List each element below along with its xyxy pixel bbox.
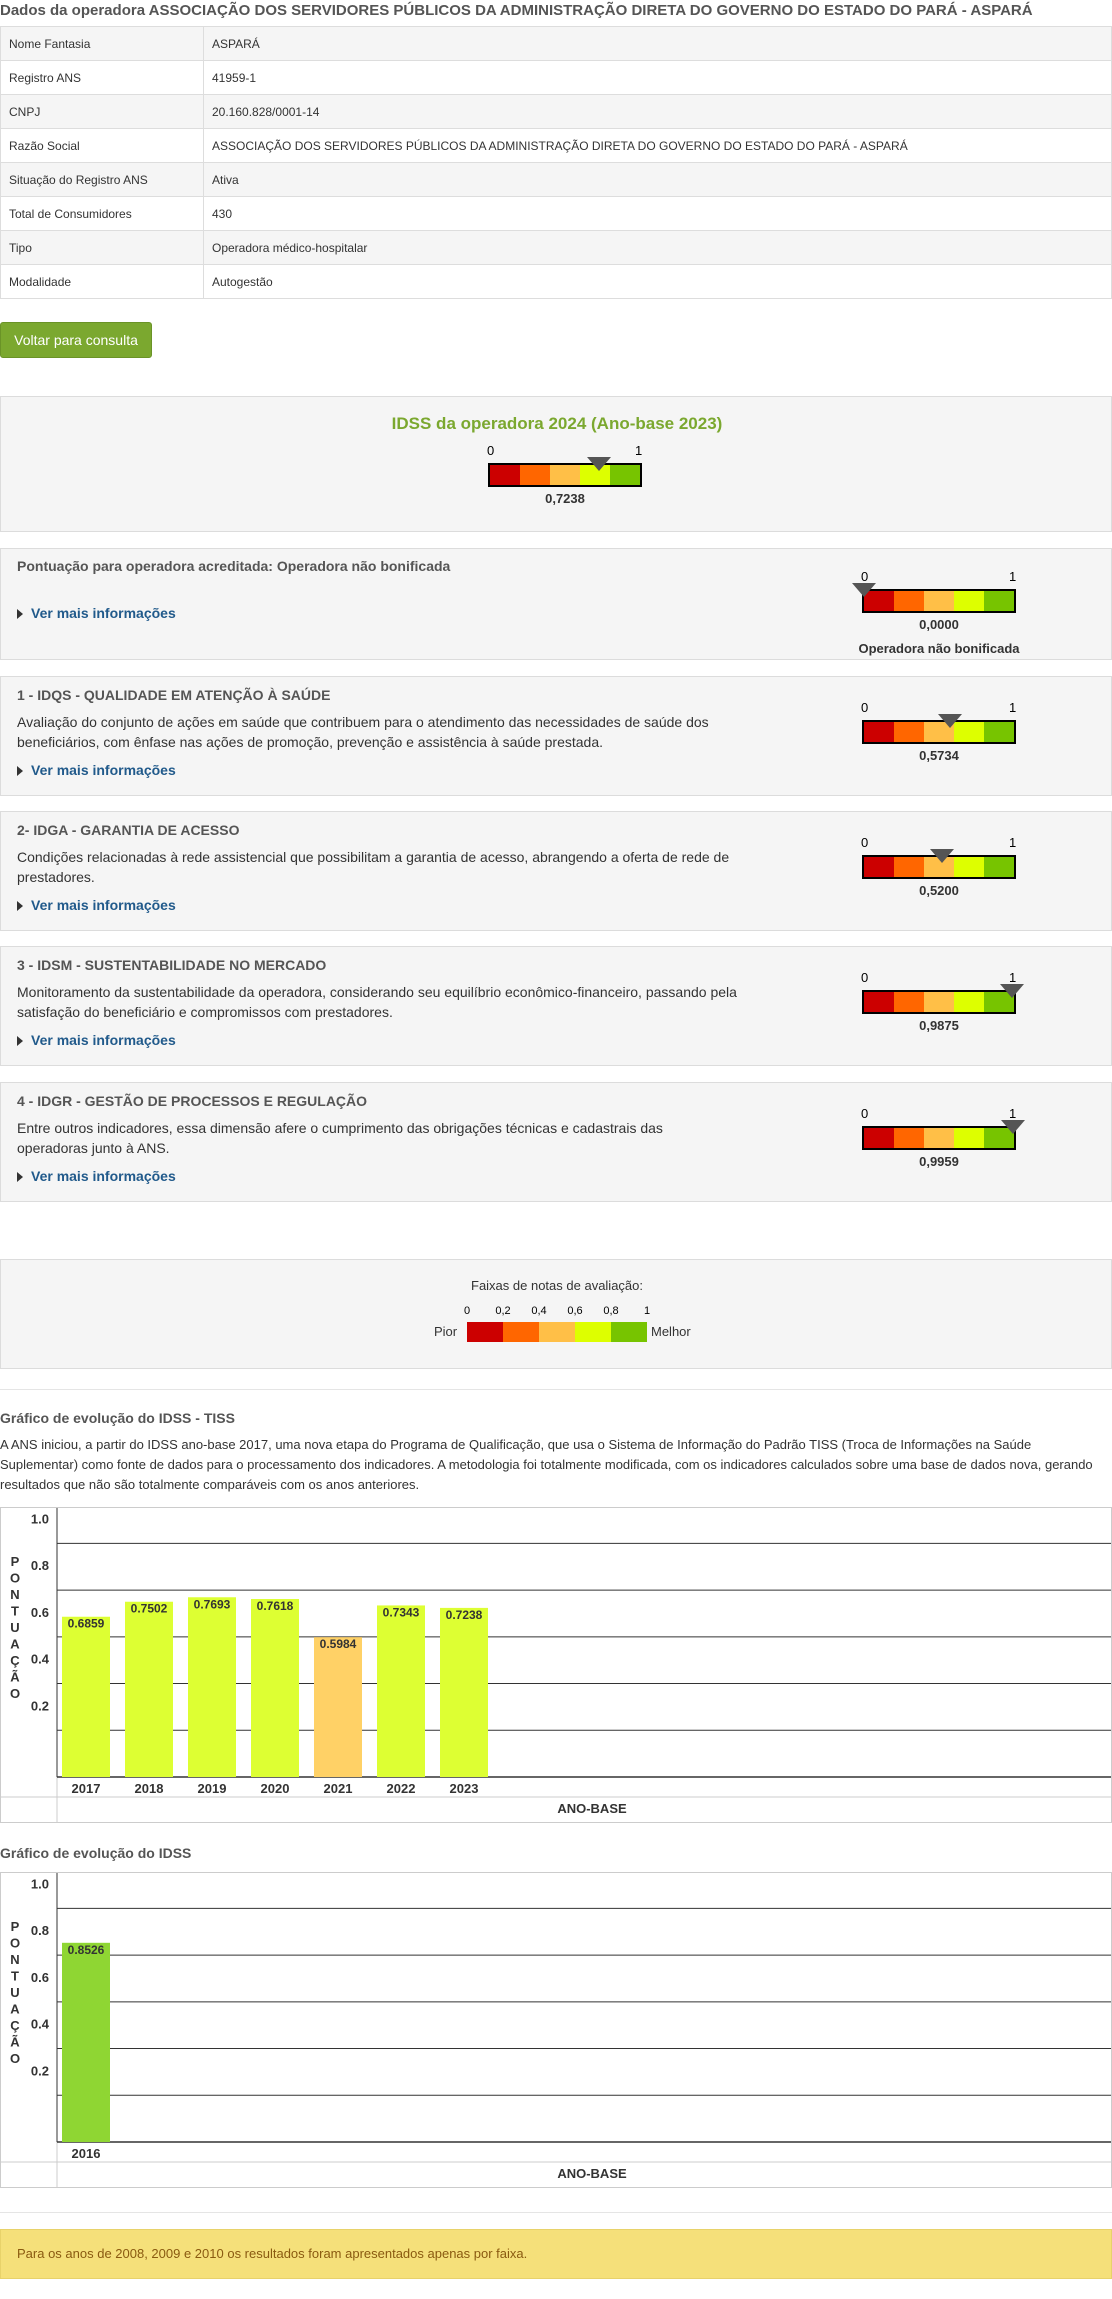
info-label: Total de Consumidores <box>1 197 204 231</box>
y-axis-label-letter: P <box>10 1919 20 1934</box>
info-row <box>1 265 1112 299</box>
gauge-band <box>864 1128 894 1148</box>
y-tick-label: 0.8 <box>30 1923 49 1939</box>
legend-band <box>539 1322 575 1342</box>
info-value: 41959-1 <box>204 61 1112 95</box>
info-row <box>1 163 1112 197</box>
y-tick-label: 0.8 <box>30 1558 49 1574</box>
gauge-band <box>954 992 984 1012</box>
gauge-min-label: 0 <box>861 569 869 584</box>
legend-band <box>503 1322 539 1342</box>
dimension-description: Avaliação do conjunto de ações em saúde que contribuem para o atendimento das necessidades de saúde dos beneficiários, com ênfase nas ações de promoção, prevenção e assistência à saúde prestada. <box>17 714 709 750</box>
gauge-bar <box>862 589 1016 613</box>
y-tick-label: 0.6 <box>30 1969 49 1985</box>
gauge-value: 0,5200 <box>919 883 959 898</box>
data-label: 0.5984 <box>319 1637 357 1652</box>
bar-2023 <box>440 1608 488 1777</box>
dimension-gauge <box>861 970 1017 1034</box>
gauge-band <box>520 465 550 485</box>
caret-right-icon <box>17 766 23 776</box>
gauge-bar <box>862 1126 1016 1150</box>
idss-section-title: Gráfico de evolução do IDSS <box>0 1845 192 1861</box>
gauge-band <box>924 591 954 611</box>
info-label: Nome Fantasia <box>1 27 204 61</box>
y-axis-label-letter: A <box>10 2001 20 2017</box>
y-tick-label: 0.2 <box>30 2063 49 2079</box>
gauge-band <box>894 1128 924 1148</box>
gauge-max-label: 1 <box>1009 970 1017 985</box>
y-tick-label: 1.0 <box>30 1876 49 1892</box>
y-axis-label-letter: T <box>11 1968 19 1984</box>
x-axis-title: ANO-BASE <box>557 1801 627 1816</box>
x-tick-label: 2023 <box>449 1781 479 1796</box>
more-label: Ver mais informações <box>31 762 176 778</box>
gauge-band <box>864 992 894 1012</box>
gauge-value: 0,7238 <box>545 491 585 506</box>
bar-2018 <box>125 1602 173 1777</box>
gauge-value: 0,9959 <box>919 1154 959 1169</box>
gauge-band <box>954 857 984 877</box>
legend-band <box>611 1322 647 1342</box>
legend-scale <box>467 1322 647 1342</box>
legend-tick-label: 0,4 <box>531 1305 547 1317</box>
accredited-more-link[interactable] <box>17 605 176 621</box>
dimension-gauge <box>861 1106 1017 1170</box>
caret-right-icon <box>17 1036 23 1046</box>
x-tick-label: 2022 <box>386 1781 416 1796</box>
gauge-band <box>864 857 894 877</box>
legend-tick-label: 0 <box>463 1305 471 1317</box>
dimension-description: Monitoramento da sustentabilidade da operadora, considerando seu equilíbrio econômico-financeiro, passando pela satisfação do beneficiário e compromissos com prestadores. <box>17 984 737 1020</box>
info-row <box>1 129 1112 163</box>
dimension-gauge <box>861 700 1017 764</box>
info-value: 430 <box>204 197 1112 231</box>
info-value: ASPARÁ <box>204 27 1112 61</box>
dimension-gauge <box>861 835 1017 899</box>
more-label: Ver mais informações <box>31 897 176 913</box>
more-label: Ver mais informações <box>31 1032 176 1048</box>
data-label: 0.7502 <box>130 1601 168 1616</box>
gauge-min-label: 0 <box>861 970 869 985</box>
gauge-value: 0,0000 <box>919 617 959 632</box>
gauge-band <box>550 465 580 485</box>
gauge-band <box>864 722 894 742</box>
data-label: 0.7343 <box>382 1605 420 1620</box>
dimension-more-link[interactable] <box>17 762 176 778</box>
dimension-title: 4 - IDGR - GESTÃO DE PROCESSOS E REGULAÇÃO <box>17 1093 368 1109</box>
dimension-description: Condições relacionadas à rede assistencial que possibilitam a garantia de acesso, abrangendo a oferta de rede de prestadores. <box>17 849 730 885</box>
gauge-band <box>954 1128 984 1148</box>
gauge-band <box>984 857 1014 877</box>
gauge-min-label: 0 <box>861 1106 869 1121</box>
gauge-band <box>984 722 1014 742</box>
gauge-pointer-icon <box>938 714 962 728</box>
y-tick-label: 0.4 <box>30 1651 49 1667</box>
info-row <box>1 61 1112 95</box>
page-title: Dados da operadora ASSOCIAÇÃO DOS SERVIDORES PÚBLICOS DA ADMINISTRAÇÃO DIRETA DO GOVERNO DO ESTADO DO PARÁ - ASPARÁ <box>0 2 1033 19</box>
x-tick-label: 2018 <box>134 1781 164 1796</box>
gauge-min-label: 0 <box>487 443 495 458</box>
info-label: Registro ANS <box>1 61 204 95</box>
gauge-band <box>894 722 924 742</box>
gauge-max-label: 1 <box>1009 700 1017 715</box>
y-axis-label-letter: O <box>9 2051 21 2066</box>
legend-band <box>467 1322 503 1342</box>
more-label: Ver mais informações <box>31 605 176 621</box>
info-label: Situação do Registro ANS <box>1 163 204 197</box>
gauge-band <box>490 465 520 485</box>
y-axis-label-letter: P <box>10 1554 20 1569</box>
gauge-pointer-icon <box>1000 984 1024 998</box>
legend-ticks <box>463 1305 651 1319</box>
gauge-max-label: 1 <box>1009 1106 1017 1121</box>
dimension-panel <box>0 1082 1112 1202</box>
info-value: ASSOCIAÇÃO DOS SERVIDORES PÚBLICOS DA ADMINISTRAÇÃO DIRETA DO GOVERNO DO ESTADO DO PARÁ - ASPARÁ <box>204 129 1112 163</box>
caret-right-icon <box>17 1172 23 1182</box>
bar-2020 <box>251 1599 299 1777</box>
x-tick-label: 2016 <box>71 2146 101 2161</box>
gauge-bar <box>862 990 1016 1014</box>
y-axis-label-letter: U <box>10 1620 20 1635</box>
x-tick-label: 2021 <box>323 1781 353 1796</box>
gauge-pointer-icon <box>587 457 611 471</box>
info-row <box>1 197 1112 231</box>
idss-chart <box>0 1872 1112 2188</box>
y-tick-label: 0.4 <box>30 2016 49 2032</box>
accredited-panel <box>0 548 1112 660</box>
info-value: Autogestão <box>204 265 1112 299</box>
gauge-pointer-icon <box>930 849 954 863</box>
info-row <box>1 27 1112 61</box>
y-axis-label-letter: Ç <box>10 1653 20 1668</box>
bar-2019 <box>188 1597 236 1777</box>
legend-worse: Pior <box>434 1324 458 1339</box>
data-label: 0.7693 <box>193 1597 231 1612</box>
legend-tick-label: 0,8 <box>603 1305 619 1317</box>
divider <box>0 1389 1112 1390</box>
tiss-chart-svg <box>1 1508 1111 1822</box>
legend-tick-label: 0,6 <box>567 1305 583 1317</box>
info-label: CNPJ <box>1 95 204 129</box>
dimension-more-link[interactable] <box>17 1168 176 1184</box>
dimension-panel <box>0 676 1112 796</box>
idss-panel <box>0 396 1112 532</box>
info-value: 20.160.828/0001-14 <box>204 95 1112 129</box>
y-tick-label: 1.0 <box>30 1511 49 1527</box>
tiss-section-text: A ANS iniciou, a partir do IDSS ano-base 2017, uma nova etapa do Programa de Qualificação, que usa o Sistema de Informação do Padrão TISS (Troca de Informações na Saúde Suplementar) como fonte de dados para o processamento dos indicadores. A metodologia foi totalmente modificada, com os indicadores calculados sobre uma base de dados nova, gerando resultados que não são totalmente comparáveis com os anos anteriores. <box>0 1437 1093 1492</box>
operator-info-table <box>0 26 1112 299</box>
accredited-title: Pontuação para operadora acreditada: Operadora não bonificada <box>17 558 451 574</box>
y-axis-label-letter: O <box>9 1686 21 1701</box>
tiss-section-title: Gráfico de evolução do IDSS - TISS <box>0 1410 235 1426</box>
y-axis-label-letter: O <box>9 1570 21 1586</box>
info-value: Ativa <box>204 163 1112 197</box>
gauge-max-label: 1 <box>635 443 643 458</box>
data-label: 0.7618 <box>256 1599 294 1614</box>
y-axis-label-letter: N <box>10 1952 20 1967</box>
info-label: Razão Social <box>1 129 204 163</box>
x-tick-label: 2019 <box>197 1781 227 1796</box>
bar-2021 <box>314 1637 362 1777</box>
dimension-more-link[interactable] <box>17 897 176 913</box>
gauge-band <box>984 591 1014 611</box>
dimension-title: 1 - IDQS - QUALIDADE EM ATENÇÃO À SAÚDE <box>17 687 331 703</box>
tiss-chart <box>0 1507 1112 1823</box>
info-label: Tipo <box>1 231 204 265</box>
y-axis-label-letter: Ã <box>10 1669 20 1685</box>
data-label: 0.6859 <box>67 1616 105 1631</box>
x-tick-label: 2020 <box>260 1781 290 1796</box>
y-axis-label-letter: Ã <box>10 2034 20 2050</box>
back-to-search-button[interactable]: Voltar para consulta <box>0 322 152 358</box>
gauge-band <box>894 857 924 877</box>
legend-tick-label: 1 <box>643 1305 651 1317</box>
gauge-band <box>924 1128 954 1148</box>
gauge-band <box>954 591 984 611</box>
legend-better: Melhor <box>651 1324 691 1339</box>
gauge-value: 0,9875 <box>919 1018 959 1033</box>
gauge-pointer-icon <box>1001 1120 1025 1134</box>
y-axis-label-letter: A <box>10 1636 20 1652</box>
dimension-panel <box>0 811 1112 931</box>
gauge-min-label: 0 <box>861 835 869 850</box>
dimension-more-link[interactable] <box>17 1032 176 1048</box>
bar-2022 <box>377 1605 425 1777</box>
gauge-min-label: 0 <box>861 700 869 715</box>
dimension-title: 2- IDGA - GARANTIA DE ACESSO <box>17 822 240 838</box>
dimension-panel <box>0 946 1112 1066</box>
info-row <box>1 95 1112 129</box>
legend-tick-label: 0,2 <box>495 1305 511 1317</box>
accredited-gauge <box>861 569 1017 633</box>
divider <box>0 2212 1112 2213</box>
data-label: 0.7238 <box>445 1607 483 1622</box>
dimension-description: Entre outros indicadores, essa dimensão afere o cumprimento das obrigações técnicas e cadastrais das operadoras junto à ANS. <box>17 1120 663 1156</box>
info-label: Modalidade <box>1 265 204 299</box>
info-value: Operadora médico-hospitalar <box>204 231 1112 265</box>
gauge-max-label: 1 <box>1009 569 1017 584</box>
y-axis-label-letter: T <box>11 1603 19 1619</box>
accredited-status: Operadora não bonificada <box>858 641 1020 656</box>
caret-right-icon <box>17 901 23 911</box>
y-axis-label-letter: O <box>9 1935 21 1951</box>
gauge-bar <box>488 463 642 487</box>
y-axis-label-letter: Ç <box>10 2018 20 2033</box>
legend-panel <box>0 1259 1112 1369</box>
gauge-max-label: 1 <box>1009 835 1017 850</box>
info-row <box>1 231 1112 265</box>
bar-2016 <box>62 1943 110 2142</box>
footer-note: Para os anos de 2008, 2009 e 2010 os resultados foram apresentados apenas por faixa. <box>0 2229 1112 2279</box>
gauge-band <box>894 591 924 611</box>
gauge-band <box>610 465 640 485</box>
legend-title: Faixas de notas de avaliação: <box>471 1278 643 1293</box>
dimension-title: 3 - IDSM - SUSTENTABILIDADE NO MERCADO <box>17 957 327 973</box>
x-axis-title: ANO-BASE <box>557 2166 627 2181</box>
gauge-value: 0,5734 <box>919 748 959 763</box>
bar-2017 <box>62 1617 110 1777</box>
idss-chart-svg <box>1 1873 1111 2187</box>
y-axis-label-letter: U <box>10 1985 20 2000</box>
legend-band <box>575 1322 611 1342</box>
y-tick-label: 0.6 <box>30 1604 49 1620</box>
idss-gauge <box>487 443 643 507</box>
gauge-pointer-icon <box>852 583 876 597</box>
x-tick-label: 2017 <box>71 1781 101 1796</box>
y-tick-label: 0.2 <box>30 1698 49 1714</box>
data-label: 0.8526 <box>67 1942 105 1957</box>
gauge-band <box>924 992 954 1012</box>
y-axis-label-letter: N <box>10 1587 20 1602</box>
gauge-band <box>894 992 924 1012</box>
idss-title: IDSS da operadora 2024 (Ano-base 2023) <box>391 414 723 433</box>
more-label: Ver mais informações <box>31 1168 176 1184</box>
caret-right-icon <box>17 609 23 619</box>
